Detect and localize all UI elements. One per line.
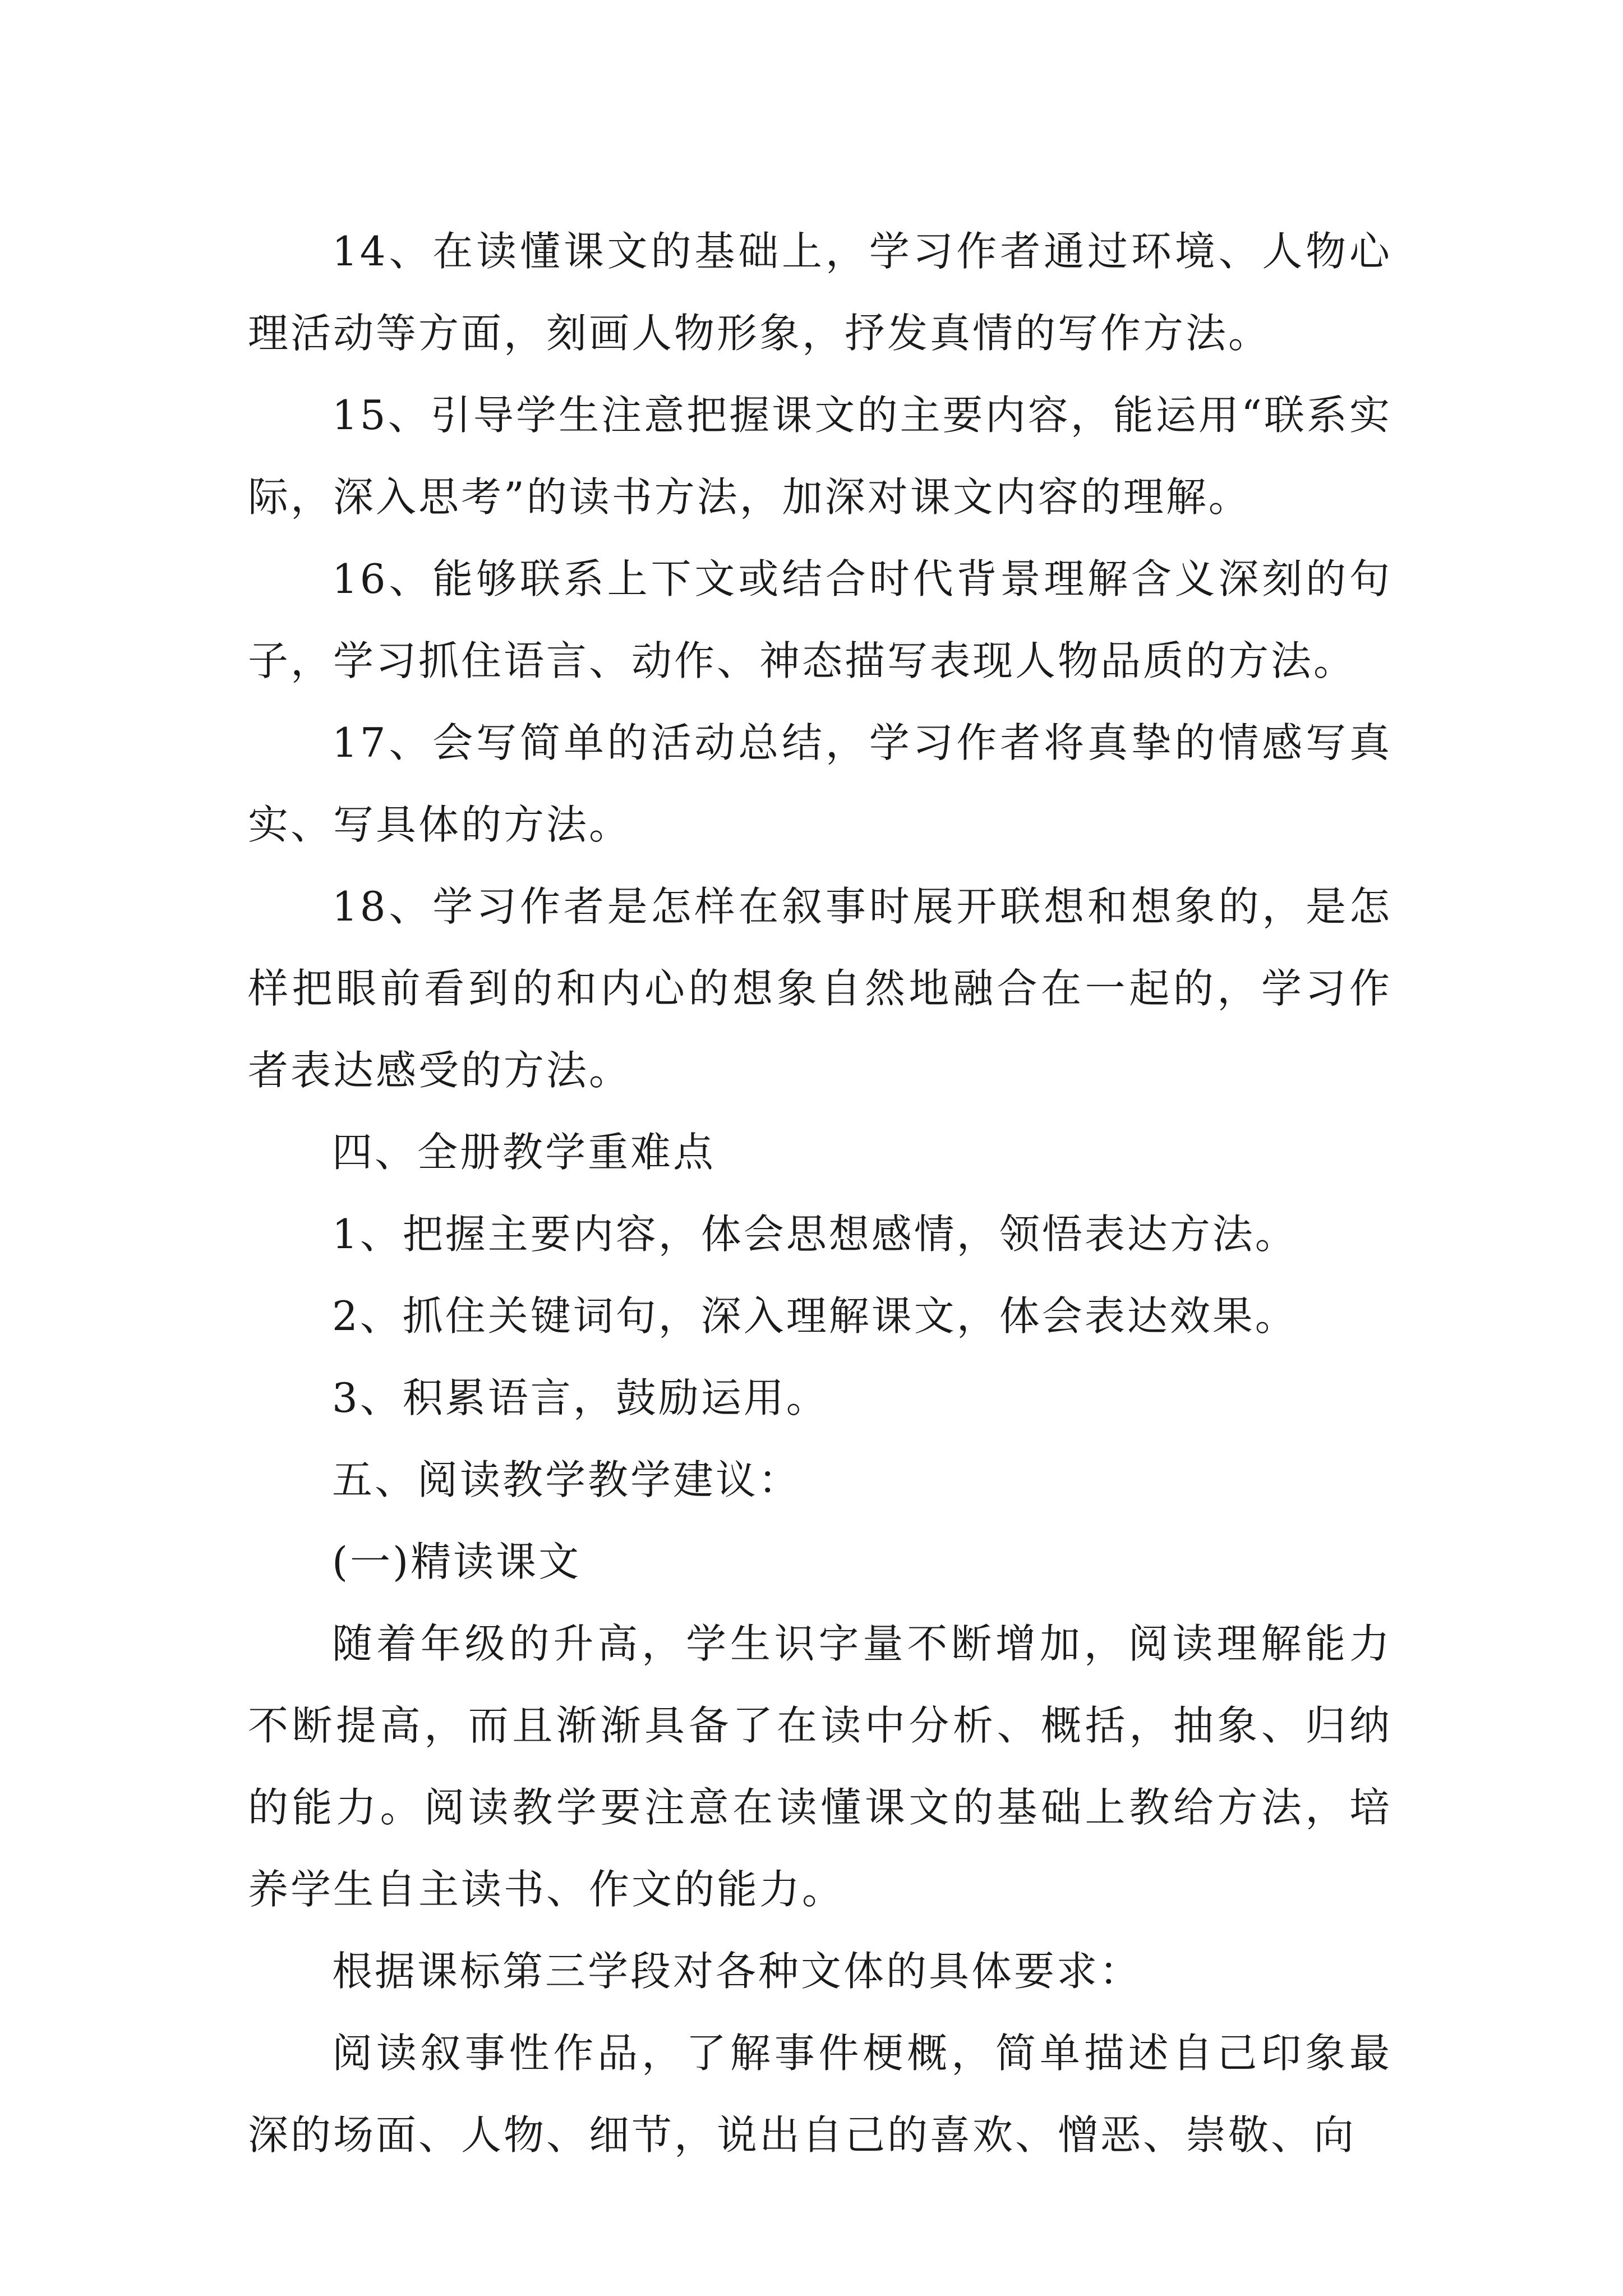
body-paragraph-narrative: 阅读叙事性作品，了解事件梗概，简单描述自己印象最深的场面、人物、细节，说出自己的喜欢、憎恶、崇敬、向 <box>248 2030 1392 2159</box>
section-heading-key-points: 四、全册教学重难点 <box>332 1129 716 1176</box>
subheading-intensive-reading: (一)精读课文 <box>332 1538 582 1585</box>
paragraph-item-14: 14、在读懂课文的基础上，学习作者通过环境、人物心理活动等方面，刻画人物形象，抒发真情的写作方法。 <box>248 228 1392 357</box>
document-body <box>248 210 1392 2176</box>
section-heading-reading-advice: 五、阅读教学教学建议： <box>332 1456 801 1503</box>
paragraph-item-17: 17、会写简单的活动总结，学习作者将真挚的情感写真实、写具体的方法。 <box>248 719 1392 848</box>
key-point-2: 2、抓住关键词句，深入理解课文，体会表达效果。 <box>332 1292 1298 1340</box>
paragraph-item-16: 16、能够联系上下文或结合时代背景理解含义深刻的句子，学习抓住语言、动作、神态描写表现人物品质的方法。 <box>248 555 1392 684</box>
paragraph-item-18: 18、学习作者是怎样在叙事时展开联想和想象的，是怎样把眼前看到的和内心的想象自然地融合在一起的，学习作者表达感受的方法。 <box>248 883 1392 1094</box>
body-paragraph-curriculum: 根据课标第三学段对各种文体的具体要求： <box>332 1948 1142 1995</box>
key-point-3: 3、积累语言，鼓励运用。 <box>332 1374 829 1421</box>
body-paragraph-reading-ability: 随着年级的升高，学生识字量不断增加，阅读理解能力不断提高，而且渐渐具备了在读中分析、概括，抽象、归纳的能力。阅读教学要注意在读懂课文的基础上教给方法，培养学生自主读书、作文的能力。 <box>248 1620 1392 1913</box>
paragraph-item-15: 15、引导学生注意把握课文的主要内容，能运用“联系实际，深入思考”的读书方法，加深对课文内容的理解。 <box>248 392 1392 521</box>
key-point-1: 1、把握主要内容，体会思想感情，领悟表达方法。 <box>332 1211 1298 1258</box>
